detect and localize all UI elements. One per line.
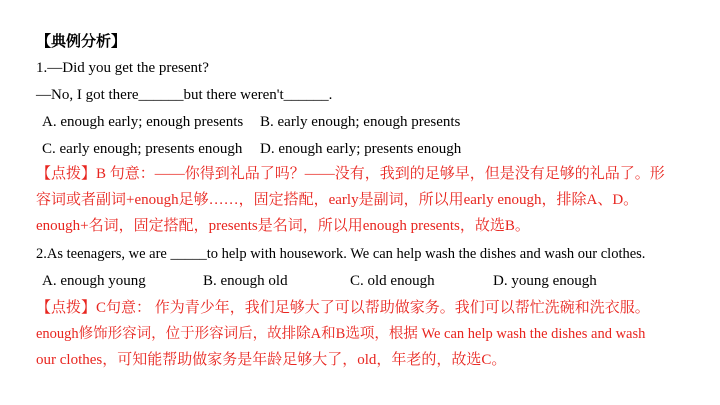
q1-explanation-line-3: enough+名词，固定搭配，presents是名词，所以用enough presents，故选B。 xyxy=(36,218,530,234)
q2-option-c: C. old enough xyxy=(350,273,435,289)
q2-option-a: A. enough young xyxy=(42,273,146,289)
q1-option-d: D. enough early; presents enough xyxy=(260,141,462,157)
q2-explanation-line-2: enough修饰形容词，位于形容词后，故排除A和B选项，根据 We can help wash the dishes and wash xyxy=(36,326,646,342)
heading: 【典例分析】 xyxy=(36,34,127,50)
q2-explanation-line-3: our clothes，可知能帮助做家务是年龄足够大了，old，年老的，故选C。 xyxy=(36,352,507,368)
question-1-answer-line: —No, I got there______but there weren't______. xyxy=(36,87,333,103)
question-2: 2.As teenagers, we are _____to help with housework. We can help wash the dishes and wash our clothes. xyxy=(36,246,646,262)
q2-explanation-line-1: 【点拨】C句意： 作为青少年，我们足够大了可以帮助做家务。我们可以帮忙洗碗和洗衣服。 xyxy=(36,300,650,316)
q2-option-b: B. enough old xyxy=(203,273,288,289)
q1-option-a: A. enough early; enough presents xyxy=(42,114,244,130)
q1-option-c: C. early enough; presents enough xyxy=(42,141,243,157)
q2-option-d: D. young enough xyxy=(493,273,597,289)
question-1: 1.—Did you get the present? xyxy=(36,60,209,76)
q1-option-b: B. early enough; enough presents xyxy=(260,114,461,130)
q1-explanation-line-1: 【点拨】B 句意：——你得到礼品了吗？——没有，我到的足够早，但是没有足够的礼品了。形 xyxy=(36,166,665,182)
q1-explanation-line-2: 容词或者副词+enough足够……，固定搭配，early是副词，所以用early enough，排除A、D。 xyxy=(36,192,639,208)
